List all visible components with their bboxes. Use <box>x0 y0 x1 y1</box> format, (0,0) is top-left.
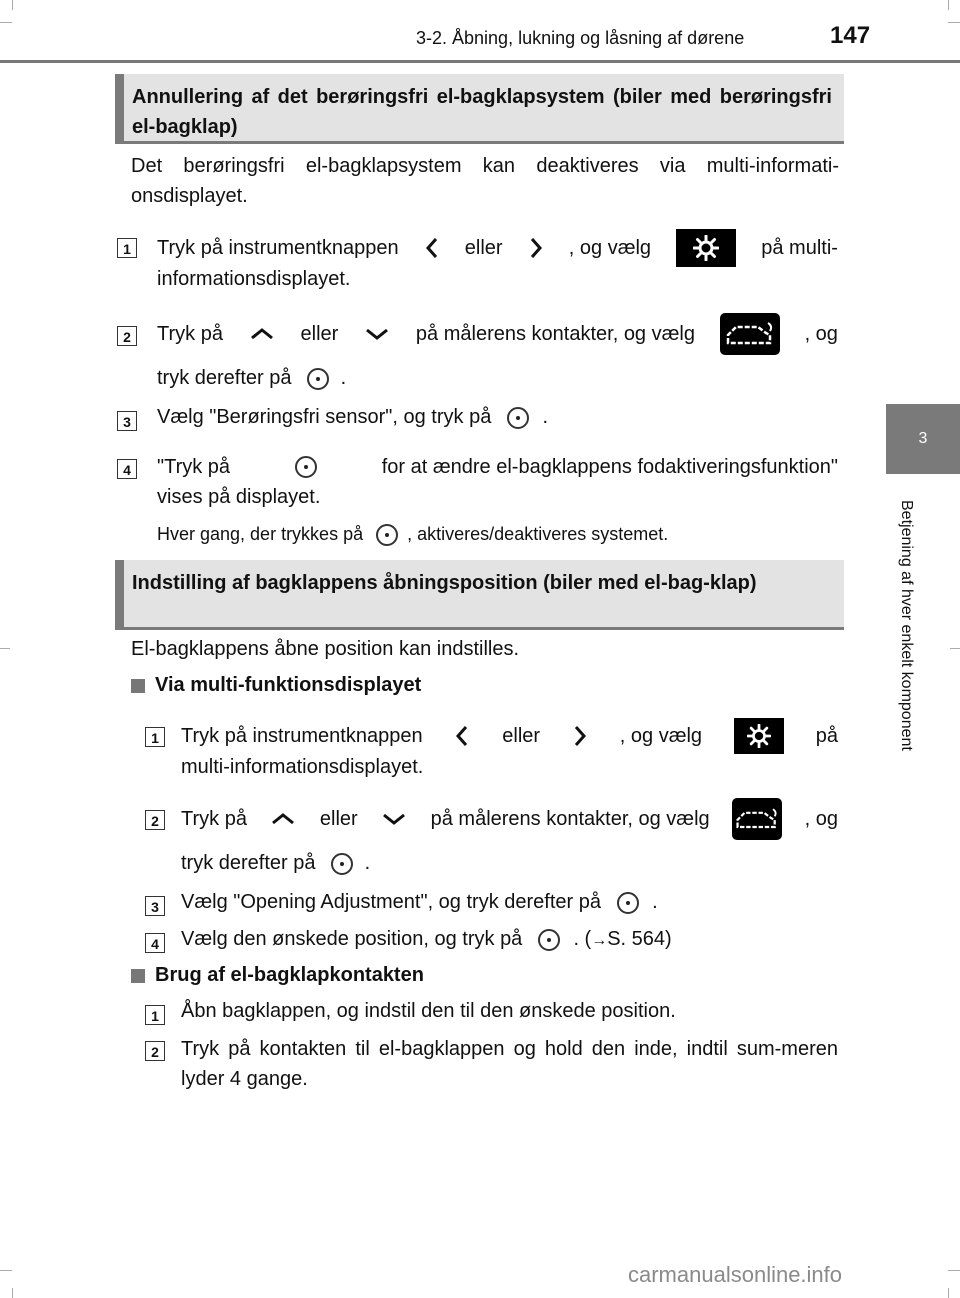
step-line: Tryk på kontakten til el-bagklappen og hold den inde, indtil sum-meren lyder 4 gange. <box>181 1038 838 1090</box>
ok-button-icon <box>507 407 529 429</box>
step-line: Tryk på instrumentknappen eller , og vælg på multi- <box>157 230 838 266</box>
step-continuation: multi-informationsdisplayet. <box>181 756 424 778</box>
intro-paragraph: Det berøringsfri el-bagklapsystem kan deaktiveres via multi-informati-onsdisplayet. <box>131 155 839 207</box>
crop-mark <box>948 1288 949 1298</box>
watermark: carmanualsonline.info <box>628 1262 843 1287</box>
ok-button-icon <box>376 524 398 546</box>
chevron-right-icon <box>528 236 544 260</box>
step-number: 2 <box>145 1041 165 1061</box>
car-tailgate-icon <box>732 798 782 840</box>
step-number: 1 <box>145 727 165 747</box>
section-heading-box <box>115 74 844 144</box>
step-number: 3 <box>117 411 137 431</box>
gear-icon <box>676 229 736 267</box>
step-number: 2 <box>145 810 165 830</box>
step-number: 4 <box>117 459 137 479</box>
gear-icon <box>734 718 784 754</box>
chapter-tab: 3 <box>886 404 960 474</box>
step-continuation: informationsdisplayet. <box>157 268 351 290</box>
step-line: Åbn bagklappen, og indstil den til den ønskede position. <box>181 1000 676 1022</box>
square-bullet-icon <box>131 679 145 693</box>
step-number: 4 <box>145 933 165 953</box>
step-number: 2 <box>117 326 137 346</box>
subsection-heading: Via multi-funktionsdisplayet <box>131 674 421 697</box>
ok-button-icon <box>331 853 353 875</box>
step-continuation: vises på displayet. <box>157 486 321 508</box>
step-line: Vælg "Opening Adjustment", og tryk derefter på . <box>181 891 658 913</box>
crop-mark <box>0 648 10 649</box>
step-line: Tryk på eller på målerens kontakter, og vælg , og <box>181 797 838 841</box>
crop-mark <box>12 0 13 10</box>
crop-mark <box>948 0 949 10</box>
chevron-up-icon <box>248 326 276 342</box>
arrow-icon: → <box>591 932 608 949</box>
step-continuation: tryk derefter på . <box>181 852 371 874</box>
ok-button-icon <box>295 456 317 478</box>
crop-mark <box>948 22 960 23</box>
chevron-right-icon <box>572 724 588 748</box>
section-heading: Indstilling af bagklappens åbningsposition (biler med el-bag-klap) <box>132 572 757 594</box>
chevron-up-icon <box>269 811 297 827</box>
page-number: 147 <box>830 22 871 49</box>
step-line: "Tryk på for at ændre el-bagklappens fodaktiveringsfunktion" <box>157 455 838 478</box>
crop-mark <box>950 648 960 649</box>
step-number: 1 <box>145 1005 165 1025</box>
step-line: Tryk på eller på målerens kontakter, og vælg , og <box>157 312 838 356</box>
ok-button-icon <box>617 892 639 914</box>
crop-mark <box>12 1288 13 1298</box>
chevron-left-icon <box>424 236 440 260</box>
page-reference-link[interactable]: S. 564) <box>607 928 672 950</box>
crop-mark <box>0 22 12 23</box>
car-tailgate-icon <box>720 313 780 355</box>
chapter-title: Betjening af hver enkelt komponent <box>898 500 915 751</box>
intro-paragraph: El-bagklappens åbne position kan indstilles. <box>131 638 520 660</box>
chevron-left-icon <box>454 724 470 748</box>
step-continuation: tryk derefter på . <box>157 367 347 389</box>
step-line: Vælg "Berøringsfri sensor", og tryk på . <box>157 406 549 428</box>
section-title: 3-2. Åbning, lukning og låsning af dørene <box>416 28 745 48</box>
crop-mark <box>948 1270 960 1271</box>
subsection-heading: Brug af el-bagklapkontakten <box>131 964 424 987</box>
step-number: 3 <box>145 896 165 916</box>
section-heading-box <box>115 560 844 630</box>
header-rule <box>0 60 960 63</box>
step-line: Vælg den ønskede position, og tryk på . (→S. 564) <box>181 928 672 950</box>
ok-button-icon <box>538 929 560 951</box>
chevron-down-icon <box>380 811 408 827</box>
step-note: Hver gang, der trykkes på , aktiveres/deaktiveres systemet. <box>157 524 668 546</box>
step-number: 1 <box>117 238 137 258</box>
chevron-down-icon <box>363 326 391 342</box>
step-line: Tryk på instrumentknappen eller , og vælg på <box>181 718 838 754</box>
section-heading: Annullering af det berøringsfri el-bagklapsystem (biler med berøringsfri el-bagklap) <box>132 86 832 138</box>
crop-mark <box>0 1270 12 1271</box>
ok-button-icon <box>307 368 329 390</box>
square-bullet-icon <box>131 969 145 983</box>
